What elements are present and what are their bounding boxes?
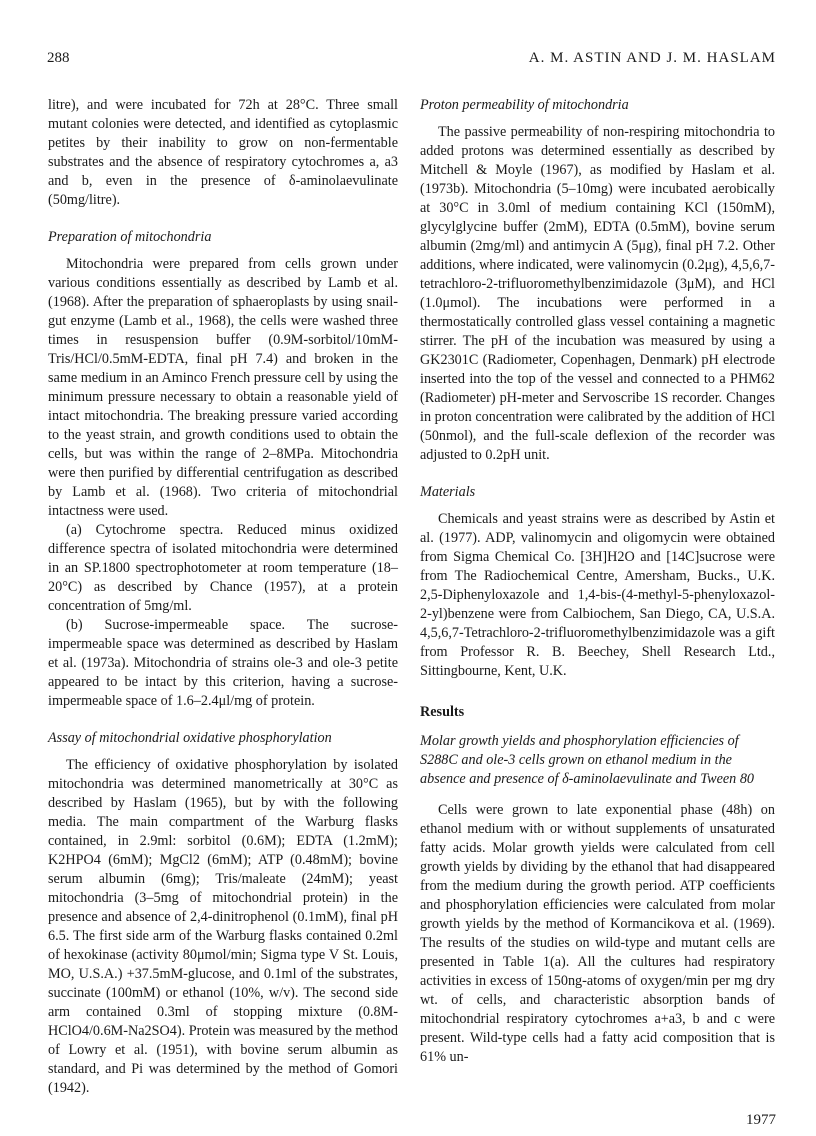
intro-paragraph: litre), and were incubated for 72h at 28°C. Three small mutant colonies were detected, and identified as cytoplasmic petites by their inability to grow on non-fermentable substrates and the absence of respiratory cytochromes a, a3 and b, even in the presence of δ-aminolaevulinate (50mg/litre). [48, 97, 398, 208]
paragraph: The passive permeability of non-respiring mitochondria to added protons was determined essentially as described by Mitchell & Moyle (1967), as modified by Haslam et al. (1973b). Mitochondria (5–10mg) were incubated aerobically at 30°C in 3.0ml of medium containing KCl (150mM), glycylglycine buffer (2mM), EDTA (0.5mM), bovine serum albumin (2mg/ml) and antimycin A (5μg), final pH 7.2. Other additions, where indicated, were valinomycin (0.2μg), 4,5,6,7-tetrachloro-2-trifluoromethylbenzimidazole (3μM), and HCl (1.0μmol). The incubations were performed in a thermostatically controlled glass vessel containing a magnetic stirrer. The pH of the incubation was measured by using a GK2301C (Radiometer, Copenhagen, Denmark) pH electrode inserted into the top of the vessel and connected to a PHM62 (Radiometer) pH-meter and Servoscribe 1S recorder. Changes in proton concentration were calibrated by the addition of HCl (50nmol), and the full-scale deflexion of the recorder was adjusted to 0.2pH unit. [420, 124, 775, 463]
paragraph: (b) Sucrose-impermeable space. The sucrose-impermeable space was determined as described by Haslam et al. (1973a). Mitochondria of strains ole-3 and ole-3 petite appeared to be intact by this criterion, having a sucrose-impermeable space of 1.6–2.4μl/mg of protein. [48, 617, 398, 709]
left-column [48, 96, 398, 1098]
results-subheading: Molar growth yields and phosphorylation efficiencies of S288C and ole-3 cells grown on ethanol medium in the absence and presence of δ-aminolaevulinate and Tween 80 [420, 733, 755, 787]
paragraph: Mitochondria were prepared from cells grown under various conditions essentially as described by Lamb et al. (1968). After the preparation of sphaeroplasts by using snail-gut enzyme (Lamb et al., 1968), the cells were washed three times in resuspension buffer (0.9M-sorbitol/10mM-Tris/HCl/0.5mM-EDTA, final pH 7.4) and broken in the same medium in an Aminco French pressure cell by using the minimum pressure necessary to obtain a reasonable yield of intact mitochondria. The breaking pressure varied according to the yeast strain, and growth conditions used to obtain the cells, but was within the range of 2–8MPa. Mitochondria were then purified by differential centrifugation as described by Lamb et al. (1968). Two criteria of mitochondrial intactness were used. [48, 256, 398, 519]
right-column [420, 96, 775, 1067]
paragraph: The efficiency of oxidative phosphorylation by isolated mitochondria was determined manometrically at 30°C as described by Haslam (1965), but by with the following media. The main compartment of the Warburg flasks contained, in 2.9ml: sorbitol (0.6M); EDTA (1.2mM); K2HPO4 (6mM); MgCl2 (6mM); ATP (0.48mM); bovine serum albumin (6mg); Tris/maleate (24mM); yeast mitochondria (3–5mg of mitochondrial protein) in the presence and absence of 2,4-dinitrophenol (0.1mM), final pH 6.5. The first side arm of the Warburg flasks contained 0.2ml of hexokinase (activity 80μmol/min; Sigma type V St. Louis, MO, U.S.A.) +37.5mM-glucose, and 0.1ml of the substrates, succinate (100mM) or ethanol (10%, w/v). The second side arm contained 0.3ml of stopping mixture (0.8M-HClO4/0.6M-Na2SO4). Protein was measured by the method of Lowry et al. (1951), with bovine serum albumin as standard, and Pi was determined by the method of Gomori (1942). [48, 757, 398, 1096]
section-heading-preparation: Preparation of mitochondria [48, 229, 212, 245]
page-number: 288 [47, 50, 70, 66]
section-heading-proton: Proton permeability of mitochondria [420, 97, 629, 113]
paragraph: Cells were grown to late exponential phase (48h) on ethanol medium with or without supplements of unsaturated fatty acids. Molar growth yields were calculated from cell growth yields by dividing by the ethanol that had disappeared from the medium during the growth period. ATP coefficients and phosphorylation efficiencies were calculated from molar growth yields by the method of Kormancikova et al. (1969). The results of the studies on wild-type and mutant cells are presented in Table 1(a). All the cultures had respiratory activities in excess of 150ng-atoms of oxygen/min per mg dry wt. of cells, and characteristic absorption bands of mitochondrial respiratory cytochromes a+a3, b and c were present. Wild-type cells had a fatty acid composition that is 61% un- [420, 802, 775, 1065]
paragraph: Chemicals and yeast strains were as described by Astin et al. (1977). ADP, valinomycin and oligomycin were obtained from Sigma Chemical Co. [3H]H2O and [14C]sucrose were from The Radiochemical Centre, Amersham, Bucks., U.K. 2,5-Diphenyloxazole and 1,4-bis-(4-methyl-5-phenyloxazol-2-yl)benzene were from Calbiochem, San Diego, CA, U.S.A. 4,5,6,7-Tetrachloro-2-trifluoromethylbenzimidazole was a gift from Professor R. B. Beechey, Shell Research Ltd., Sittingbourne, Kent, U.K. [420, 511, 775, 679]
running-head: A. M. ASTIN AND J. M. HASLAM [528, 50, 776, 66]
section-heading-assay: Assay of mitochondrial oxidative phosphorylation [48, 730, 332, 746]
results-heading: Results [420, 704, 465, 720]
footer-year: 1977 [746, 1112, 776, 1128]
paragraph: (a) Cytochrome spectra. Reduced minus oxidized difference spectra of isolated mitochondria were determined in an SP.1800 spectrophotometer at room temperature (18–20°C) as described by Chance (1957), at a protein concentration of 5mg/ml. [48, 522, 398, 614]
section-heading-materials: Materials [420, 484, 476, 500]
